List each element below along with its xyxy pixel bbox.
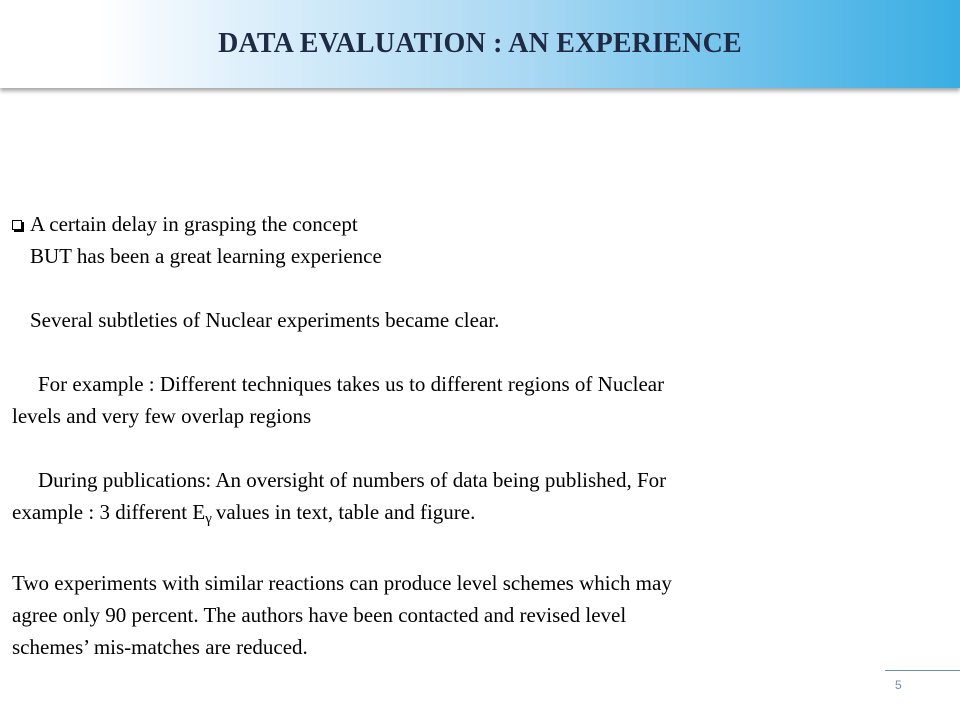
body-line-2: BUT has been a great learning experience: [30, 244, 382, 268]
spacer: [12, 272, 872, 304]
body-line-7-end: values in text, table and figure.: [215, 500, 476, 524]
body-line-7: [12, 496, 872, 535]
body-line-10: schemes’ mis-matches are reduced.: [12, 635, 308, 659]
page-title: DATA EVALUATION : AN EXPERIENCE: [218, 28, 742, 59]
gamma-subscript: γ: [205, 511, 212, 527]
spacer: [12, 535, 872, 567]
body-line-6: During publications: An oversight of numbers of data being published, For: [38, 468, 667, 492]
body-line-4: For example : Different techniques takes us to different regions of Nuclear: [38, 372, 665, 396]
bullet-item: [12, 208, 872, 240]
bullet-text: A certain delay in grasping the concept: [30, 212, 358, 236]
page-number: 5: [895, 678, 902, 692]
checkbox-bullet-icon: [12, 220, 22, 230]
spacer: [12, 336, 872, 368]
footer-divider: [885, 670, 960, 671]
body-line-7-start: example : 3 different E: [12, 500, 206, 524]
body-line-9: agree only 90 percent. The authors have been contacted and revised level: [12, 603, 627, 627]
body-line-8: Two experiments with similar reactions can produce level schemes which may: [12, 571, 672, 595]
slide-body: [12, 208, 872, 663]
spacer: [12, 432, 872, 464]
body-line-5: levels and very few overlap regions: [12, 404, 312, 428]
body-line-3: Several subtleties of Nuclear experiments became clear.: [30, 308, 500, 332]
